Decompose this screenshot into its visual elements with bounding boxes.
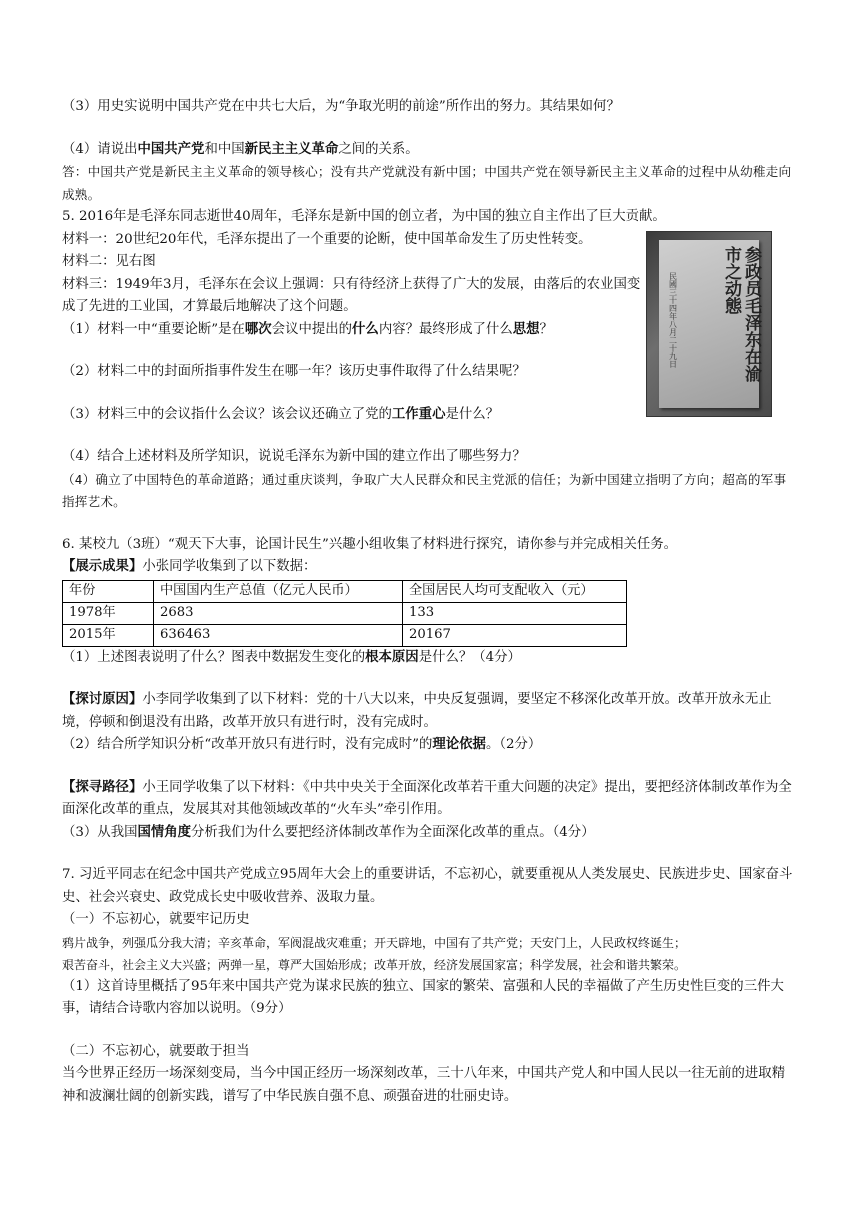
q4-answer: 答：中国共产党是新民主主义革命的领导核心；没有共产党就没有新中国；中国共产党在领导新民主主义革命的过程中从幼稚走向成熟。 (62, 164, 792, 202)
q6-sub2: （2）结合所学知识分析“改革开放只有进行时，没有完成时”的理论依据。（2分） (62, 737, 542, 752)
book-date: 民國三十四年八月二十九日 (668, 271, 678, 368)
book-title: 参政员毛泽东在渝市之动態 (721, 245, 761, 382)
q5-material-2: 材料二：见右图 (62, 254, 156, 269)
q7-poem-line2: 艰苦奋斗，社会主义大兴盛；两弹一星，尊严大国始形成；改革开放，经济发展国家富；科学发展，社会和谐共繁荣。 (62, 957, 687, 972)
q7-poem-line1: 鸦片战争，列强瓜分我大清；辛亥革命，军阀混战灾难重；开天辟地，中国有了共产党；天安门上，人民政权终诞生； (62, 935, 687, 950)
q4-sub3: （3）用史实说明中国共产党在中共七大后，为“争取光明的前途”所作出的努力。其结果如何？ (62, 99, 620, 114)
table-header-row (63, 580, 627, 602)
q6-path: 【探寻路径】小王同学收集了以下材料：《中共中央关于全面深化改革若干重大问题的决定》提出，要把经济体制改革作为全面深化改革的重点，发展其对其他领域改革的“火车头”牵引作用。 (62, 779, 792, 817)
q6-sub1: （1）上述图表说明了什么？图表中数据发生变化的根本原因是什么？（4分） (62, 649, 521, 665)
table-cell: 1978年 (63, 602, 154, 624)
table-header: 全国居民人均可支配收入（元） (403, 580, 627, 602)
q6-intro: 6. 某校九（3班）“观天下大事，论国计民生”兴趣小组收集了材料进行探究，请你参与并完成相关任务。 (62, 536, 678, 552)
q6-reason: 【探讨原因】小李同学收集到了以下材料：党的十八大以来，中央反复强调，要坚定不移深化改革开放。改革开放永无止境，停顿和倒退没有出路，改革开放只有进行时，没有完成时。 (62, 692, 772, 730)
q5-intro: 5. 2016年是毛泽东同志逝世40周年，毛泽东是新中国的创立者，为中国的独立自主作出了巨大贡献。 (62, 209, 666, 224)
q5-sub1: （1）材料一中“重要论断”是在哪次会议中提出的什么内容？最终形成了什么思想？ (62, 321, 553, 337)
table-cell: 20167 (403, 624, 627, 646)
q6-sub3: （3）从我国国情角度分析我们为什么要把经济体制改革作为全面深化改革的重点。（4分） (62, 824, 595, 840)
table-cell: 2015年 (63, 624, 154, 646)
q5-sub3: （3）材料三中的会议指什么会议？该会议还确立了党的工作重心是什么？ (62, 406, 500, 422)
table-cell: 636463 (154, 624, 403, 646)
q5-material-3: 材料三：1949年3月，毛泽东在会议上强调：只有待经济上获得了广大的发展，由落后的农业国变成了先进的工业国，才算最后地解决了这个问题。 (62, 276, 641, 314)
q7-intro: 7. 习近平同志在纪念中国共产党成立95周年大会上的重要讲话，不忘初心，就要重视从人类发展史、民族进步史、国家奋斗史、社会兴衰史、政党成长史中吸收营养、汲取力量。 (62, 867, 793, 905)
q5-answer: （4）确立了中国特色的革命道路；通过重庆谈判，争取广大人民群众和民主党派的信任；为新中国建立指明了方向；超高的军事指挥艺术。 (62, 471, 787, 509)
q6-show: 【展示成果】小张同学收集到了以下数据： (62, 559, 317, 574)
q4-sub4: （4）请说出中国共产党和中国新民主主义革命之间的关系。 (62, 141, 419, 157)
table-cell: 133 (403, 602, 627, 624)
table-header: 中国国内生产总值（亿元人民币） (154, 580, 403, 602)
table-row (63, 624, 627, 646)
exam-page (62, 96, 798, 1108)
q7-part2: （二）不忘初心，就要敢于担当 (62, 1043, 250, 1059)
q7-part1: （一）不忘初心，就要牢记历史 (62, 912, 250, 927)
table-row (63, 602, 627, 624)
q7-sub1: （1）这首诗里概括了95年来中国共产党为谋求民族的独立、国家的繁荣、富强和人民的幸福做了产生历史性巨变的三件大事，请结合诗歌内容加以说明。（9分） (62, 978, 784, 1016)
q5-cover-image (646, 231, 772, 417)
q7-part2-text: 当今世界正经历一场深刻变局，当今中国正经历一场深刻改革，三十八年来，中国共产党人和中国人民以一往无前的进取精神和波澜壮阔的创新实践，谱写了中华民族自强不息、顽强奋进的壮丽史诗。 (62, 1066, 786, 1104)
q5-materials (62, 229, 798, 384)
data-table (62, 580, 627, 647)
q5-sub2: （2）材料二中的封面所指事件发生在哪一年？该历史事件取得了什么结果呢？ (62, 364, 526, 379)
table-header: 年份 (63, 580, 154, 602)
q5-material-1: 材料一：20世纪20年代，毛泽东提出了一个重要的论断，使中国革命发生了历史性转变。 (62, 231, 592, 247)
q5-sub4: （4）结合上述材料及所学知识，说说毛泽东为新中国的建立作出了哪些努力？ (62, 449, 526, 464)
table-cell: 2683 (154, 602, 403, 624)
